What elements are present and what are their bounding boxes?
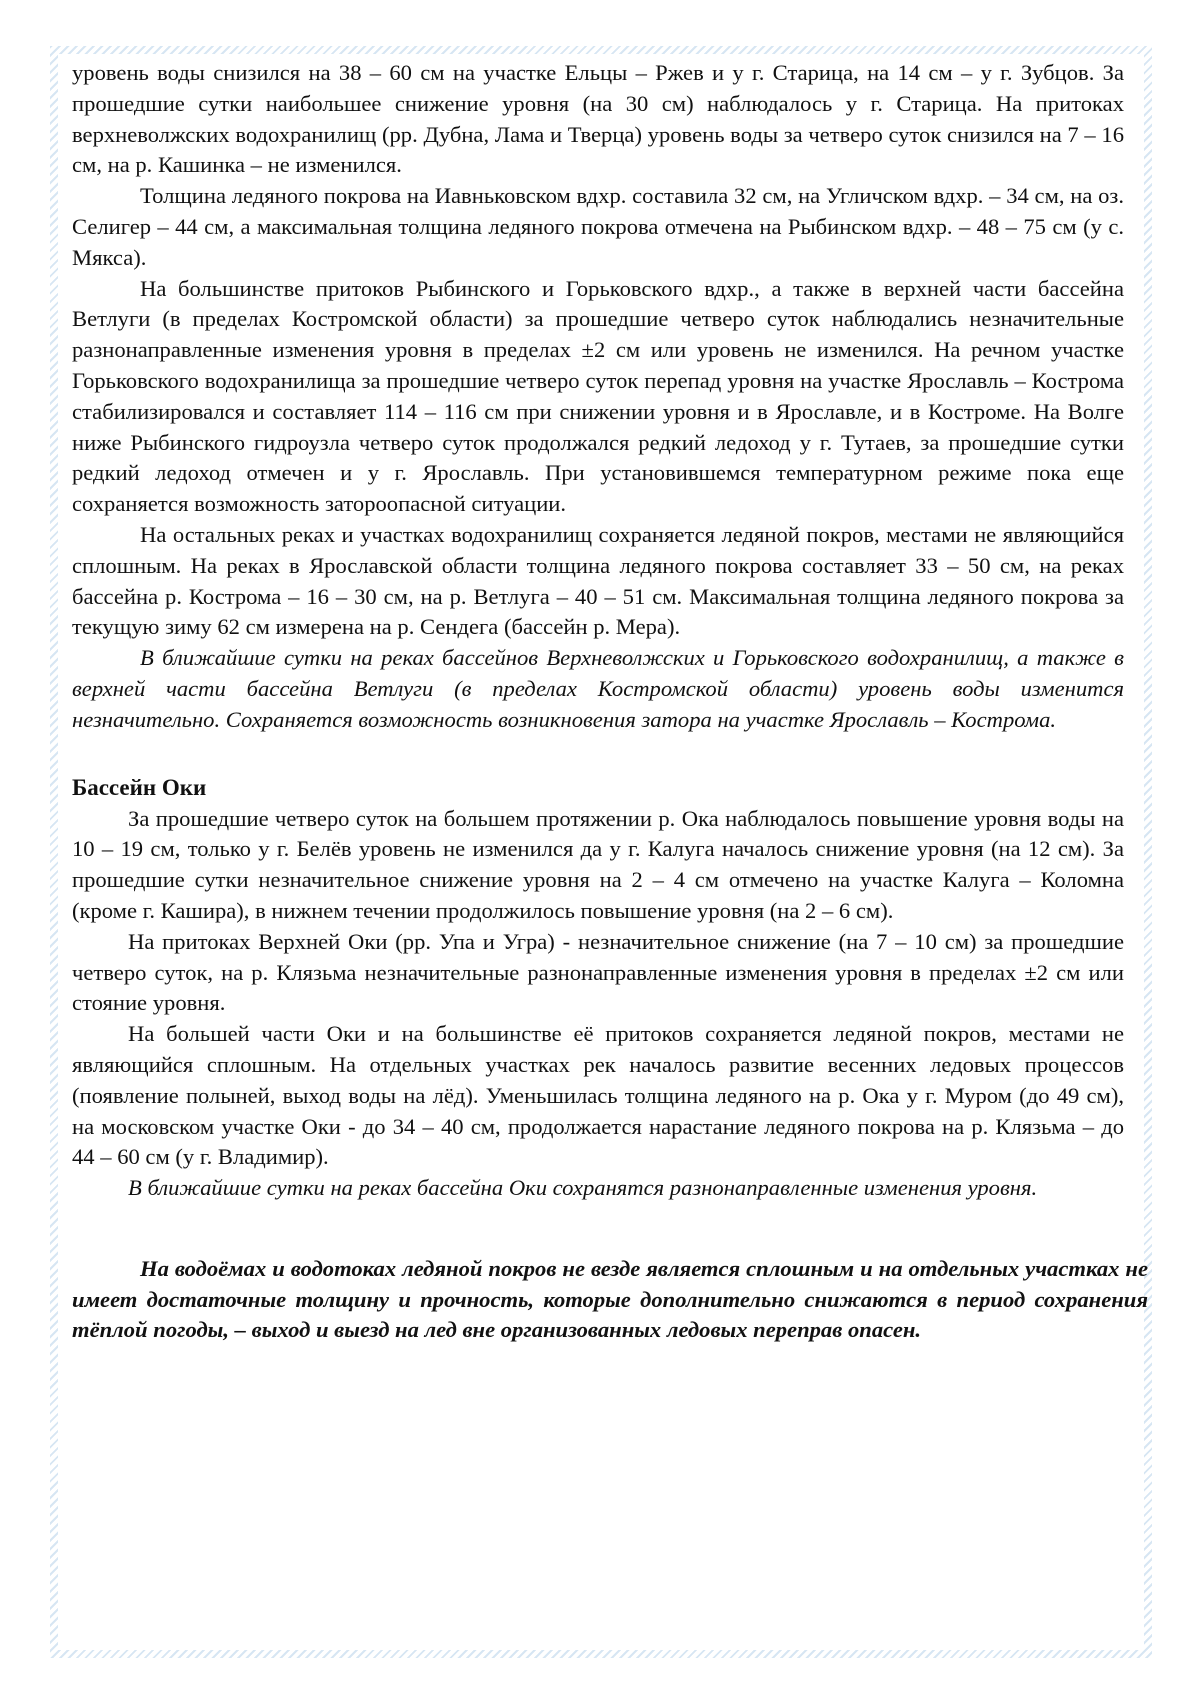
paragraph-ice-cover: На остальных реках и участках водохранилищ сохраняется ледяной покров, местами не являющийся сплошным. На реках в Ярославской области толщина ледяного покрова составляет 33 – 50 см, на реках бассейна р. Кострома – 16 – 30 см, на р. Ветлуга – 40 – 51 см. Максимальная толщина ледяного покрова за текущую зиму 62 см измерена на р. Сендега (бассейн р. Мера). — [72, 521, 1124, 640]
forecast-oka: В ближайшие сутки на реках бассейна Оки сохранятся разнонаправленные изменения уровня. — [128, 1175, 1038, 1201]
section-heading-oka: Бассейн Оки — [72, 774, 207, 800]
spacer — [72, 736, 1124, 772]
paragraph-oka-levels: За прошедшие четверо суток на большем протяжении р. Ока наблюдалось повышение уровня воды на 10 – 19 см, только у г. Белёв уровень не изменился да у г. Калуга началось снижение уровня (на 12 см). За прошедшие сутки незначительное снижение уровня на 2 – 4 см отмечено на участке Калуга – Коломна (кроме г. Кашира), в нижнем течении продолжилось повышение уровня (на 2 – 6 см). — [72, 805, 1124, 923]
document-body — [72, 58, 1148, 1346]
forecast-volga: В ближайшие сутки на реках бассейнов Верхневолжских и Горьковского водохранилищ, а также в верхней части бассейна Ветлуги (в пределах Костромской области) уровень воды изменится незначительно. Сохраняется возможность возникновения затора на участке Ярославль – Кострома. — [72, 645, 1124, 732]
paragraph-tributaries: На большинстве притоков Рыбинского и Горьковского вдхр., а также в верхней части бассейна Ветлуги (в пределах Костромской области) за прошедшие четверо суток наблюдались незначительные разнонаправленные изменения уровня в пределах ±2 см или уровень не изменился. На речном участке Горьковского водохранилища за прошедшие четверо суток перепад уровня на участке Ярославль – Кострома стабилизировался и составляет 114 – 116 см при снижении уровня и в Ярославле, и в Костроме. На Волге ниже Рыбинского гидроузла четверо суток продолжался редкий ледоход у г. Тутаев, за прошедшие сутки редкий ледоход отмечен и у г. Ярославль. При установившемся температурном режиме пока еще сохраняется возможность затороопасной ситуации. — [72, 275, 1124, 517]
paragraph-volga-levels: уровень воды снизился на 38 – 60 см на участке Ельцы – Ржев и у г. Старица, на 14 см – у г. Зубцов. За прошедшие сутки наибольшее снижение уровня (на 30 см) наблюдалось у г. Старица. На притоках верхневолжских водохранилищ (рр. Дубна, Лама и Тверца) уровень воды за четверо суток снизился на 7 – 16 см, на р. Кашинка – не изменился. — [72, 60, 1124, 178]
paragraph-oka-tributaries: На притоках Верхней Оки (рр. Упа и Угра) - незначительное снижение (на 7 – 10 см) за прошедшие четверо суток, на р. Клязьма незначительные разнонаправленные изменения уровня в пределах ±2 см или стояние уровня. — [72, 928, 1124, 1016]
paragraph-ice-thickness: Толщина ледяного покрова на Иавньковском вдхр. составила 32 см, на Угличском вдхр. – 34 см, на оз. Селигер – 44 см, а максимальная толщина ледяного покрова отмечена на Рыбинском вдхр. – 48 – 75 см (у с. Мякса). — [72, 183, 1124, 270]
spacer — [72, 1204, 1124, 1254]
paragraph-oka-ice: На большей части Оки и на большинстве её притоков сохраняется ледяной покров, местами не являющийся сплошным. На отдельных участках рек началось развитие весенних ледовых процессов (появление полыней, выход воды на лёд). Уменьшилась толщина ледяного на р. Ока у г. Муром (до 49 см), на московском участке Оки - до 34 – 40 см, продолжается нарастание ледяного покрова на р. Клязьма – до 44 – 60 см (у г. Владимир). — [72, 1021, 1124, 1170]
safety-warning: На водоёмах и водотоках ледяной покров не везде является сплошным и на отдельных участках не имеет достаточные толщину и прочность, которые дополнительно снижаются в период сохранения тёплой погоды, – выход и выезд на лед вне организованных ледовых переправ опасен. — [72, 1255, 1148, 1343]
